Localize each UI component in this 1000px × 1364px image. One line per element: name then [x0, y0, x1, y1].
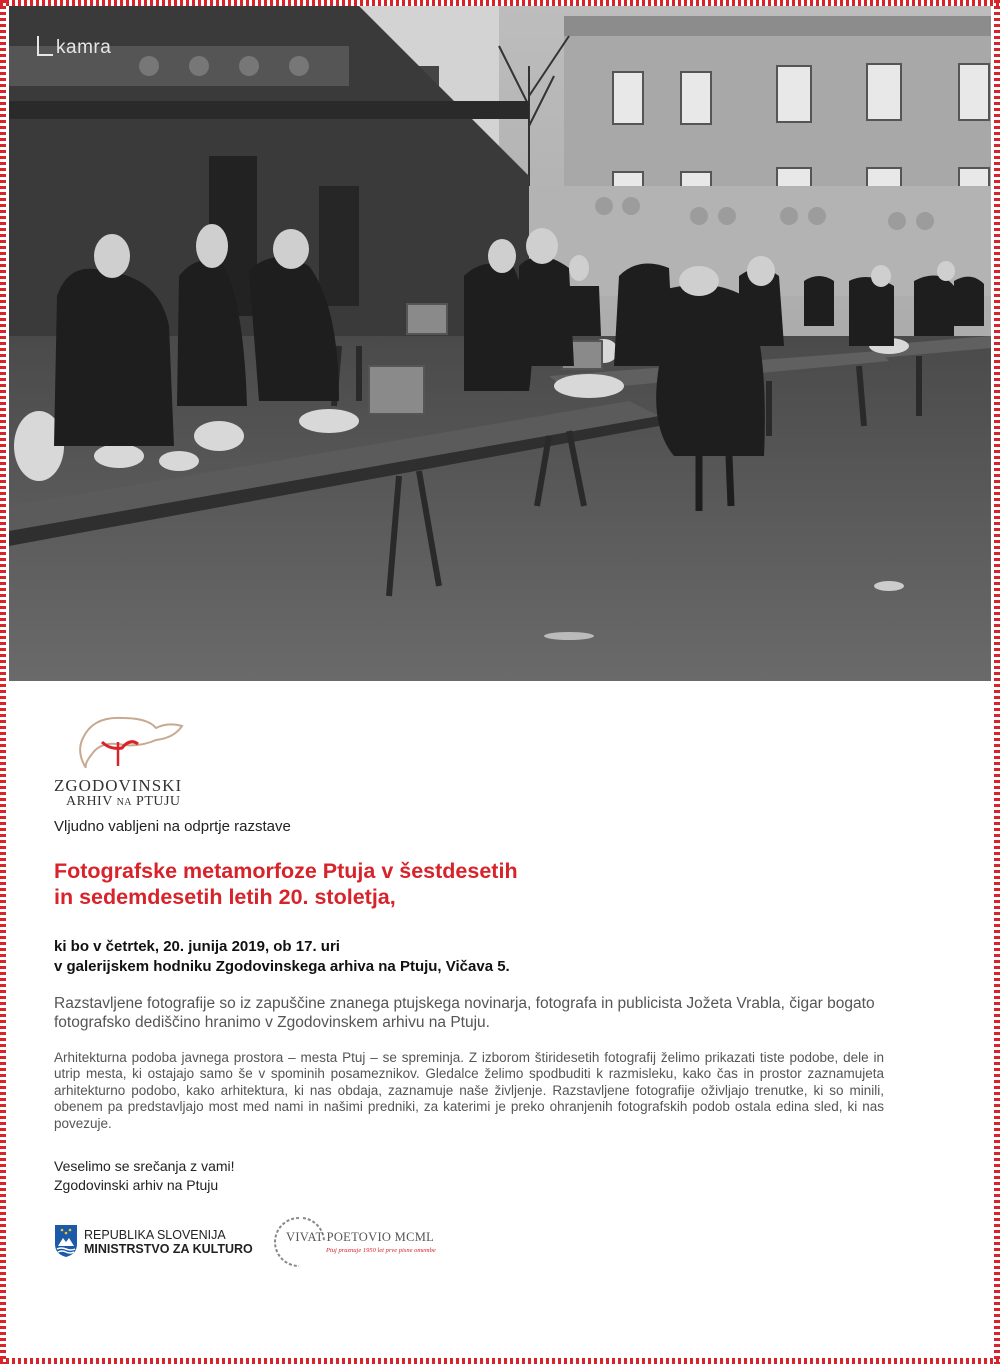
archive-logo: [54, 708, 254, 818]
body-paragraph: Arhitekturna podoba javnega prostora – mesta Ptuj – se spreminja. Z izborom štiridesetih fotografij želimo prikazati tiste podobe, dele in utrip mesta, ki ostajajo samo še v spominih posameznikov. Gledalce želimo spodbuditi k razmisleku, kako čas in prostor zaznamujeta arhitekturno podobo, kako arhitektura, ki nas obdaja, zaznamuje naše življenje. Razstavljene fotografije oživljajo trenutke, ki so minili, obenem pa predstavljajo most med nami in našimi predniki, za katerimi je preko ohranjenih fotografskih podob ostala edina sled, ki nas povezuje.: [54, 1050, 884, 1131]
right-perforated-border: [994, 0, 1000, 1364]
event-location: v galerijskem hodniku Zgodovinskega arhiva na Ptuju, Vičava 5.: [54, 958, 510, 975]
poetovio-logo: [272, 1214, 472, 1270]
ministry-line-1: REPUBLIKA SLOVENIJA: [84, 1228, 226, 1242]
logo-title: ZGODOVINSKI: [54, 776, 183, 795]
bottom-perforated-border: [0, 1358, 1000, 1364]
event-date: ki bo v četrtek, 20. junija 2019, ob 17. uri: [54, 938, 340, 955]
slovenia-crest-icon: [54, 1224, 78, 1258]
kamra-logo-icon: [37, 36, 53, 56]
ministry-line-2: MINISTRSTVO ZA KULTURO: [84, 1242, 253, 1256]
market-scene: [9, 6, 991, 681]
greeting: [54, 1157, 235, 1195]
intro-paragraph: Razstavljene fotografije so iz zapuščine znanega ptujskega novinarja, fotografa in publicista Jožeta Vrabla, čigar bogato fotografsko dediščino hranimo v Zgodovinskem arhivu na Ptuju.: [54, 995, 875, 1031]
event-details: [54, 937, 510, 977]
signature-line: Zgodovinski arhiv na Ptuju: [54, 1177, 219, 1193]
kamra-watermark: kamra: [37, 36, 111, 59]
market-photograph: [9, 6, 991, 681]
logo-subtitle: ARHIV NA PTUJU: [66, 794, 181, 809]
archive-emblem-icon: [78, 708, 188, 768]
greeting-line: Veselimo se srečanja z vami!: [54, 1158, 235, 1174]
title-line-2: in sedemdesetih letih 20. stoletja,: [54, 885, 396, 909]
poetovio-title: VIVAT POETOVIO MCML: [286, 1230, 435, 1244]
poetovio-tagline: Ptuj praznuje 1950 let prve pisne omembe: [326, 1247, 436, 1254]
title-line-1: Fotografske metamorfoze Ptuja v šestdesetih: [54, 859, 518, 883]
invitation-line: Vljudno vabljeni na odprtje razstave: [54, 818, 291, 835]
exhibition-title: [54, 858, 518, 910]
left-perforated-border: [0, 0, 6, 1364]
